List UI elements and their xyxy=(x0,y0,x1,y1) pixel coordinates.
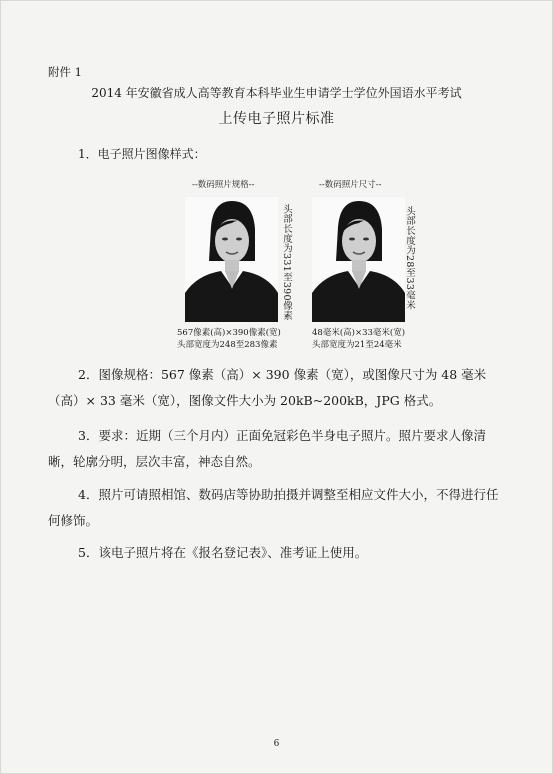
paragraph-requirements xyxy=(48,423,508,475)
sample-photo-left xyxy=(185,197,278,322)
sample-photo-right xyxy=(312,197,405,322)
head-length-note-left: 头部长度为331至390像素 xyxy=(281,204,292,321)
head-width-left: 头部宽度为248至283像素 xyxy=(177,340,278,350)
photo-dimensions-left: 567像素(高)×390像素(宽) xyxy=(177,328,281,338)
figure-caption-right: --数码照片尺寸-- xyxy=(319,180,382,190)
section-1-heading: 1．电子照片图像样式： xyxy=(78,147,206,161)
head-length-note-right: 头部长度为28至33毫米 xyxy=(404,206,415,310)
paragraph-requirements-text: 3．要求：近期（三个月内）正面免冠彩色半身电子照片。照片要求人像清晰，轮廓分明，层次丰富，神态自然。 xyxy=(48,428,486,469)
paragraph-usage xyxy=(48,540,508,566)
document-subtitle: 上传电子照片标准 xyxy=(218,111,335,127)
paragraph-image-spec xyxy=(48,362,508,414)
paragraph-photo-studio-text: 4．照片可请照相馆、数码店等协助拍摄并调整至相应文件大小，不得进行任何修饰。 xyxy=(48,487,499,528)
photo-dimensions-right: 48毫米(高)×33毫米(宽) xyxy=(312,328,406,338)
page-number: 6 xyxy=(273,739,280,749)
paragraph-photo-studio xyxy=(48,482,508,534)
paragraph-image-spec-text: 2．图像规格：567 像素（高）× 390 像素（宽），或图像尺寸为 48 毫米（高）× 33 毫米（宽），图像文件大小为 20kB~200kB，JPG 格式。 xyxy=(48,367,487,408)
paragraph-usage-text: 5．该电子照片将在《报名登记表》、准考证上使用。 xyxy=(78,545,368,560)
document-title: 2014 年安徽省成人高等教育本科毕业生申请学士学位外国语水平考试 xyxy=(91,86,462,100)
head-width-right: 头部宽度为21至24毫米 xyxy=(312,340,402,350)
attachment-label: 附件 1 xyxy=(48,65,82,79)
figure-caption-left: --数码照片规格-- xyxy=(192,180,255,190)
